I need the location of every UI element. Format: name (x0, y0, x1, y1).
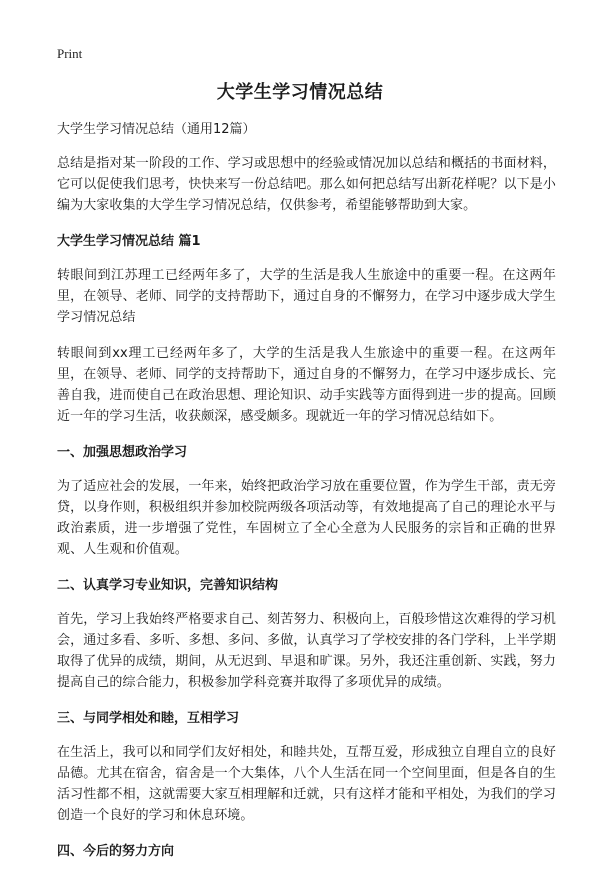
section-1-heading: 一、加强思想政治学习 (57, 445, 188, 460)
section-3-body: 在生活上，我可以和同学们友好相处，和睦共处，互帮互爱，形成独立自理自立的良好品德。尤其在宿舍，宿舍是一个大集体，八个人生活在同一个空间里面，但是各自的生活习性都不相，这就需要大家互相理解和迁就，只有这样才能和平相处，为我们的学习创造一个良好的学习和休息环境。 (57, 745, 556, 823)
paragraph-1: 转眼间到江苏理工已经两年多了，大学的生活是我人生旅途中的重要一程。在这两年里，在领导、老师、同学的支持帮助下，通过自身的不懈努力，在学习中逐步成大学生学习情况总结 (57, 268, 556, 325)
document-subtitle: 大学生学习情况总结（通用12篇） (57, 122, 256, 137)
paragraph-2: 转眼间到xx理工已经两年多了，大学的生活是我人生旅途中的重要一程。在这两年里，在领导、老师、同学的支持帮助下，通过自身的不懈努力，在学习中逐步成长、完善自我，进而使自己在政治思想、理论知识、动手实践等方面得到进一步的提高。回顾近一年的学习生活，收获颇深，感受颇多。现就近一年的学习情况总结如下。 (57, 346, 556, 424)
section-2-heading: 二、认真学习专业知识，完善知识结构 (57, 578, 279, 593)
section-1-body: 为了适应社会的发展，一年来，始终把政治学习放在重要位置，作为学生干部，责无旁贷，以身作则，积极组织并参加校院两级各项活动等，有效地提高了自己的理论水平与政治素质，进一步增强了党性，车固树立了全心全意为人民服务的宗旨和正确的世界观、人生观和价值观。 (57, 479, 556, 557)
document-content (57, 119, 556, 875)
page-title: 大学生学习情况总结 (216, 82, 384, 103)
section-3-heading: 三、与同学相处和睦，互相学习 (57, 711, 240, 726)
section-2-body: 首先，学习上我始终严格要求自己、刻苦努力、积极向上，百般珍惜这次难得的学习机会，通过多看、多听、多想、多问、多做，认真学习了学校安排的各门学科，上半学期取得了优异的成绩，期间，从无迟到、早退和旷课。另外，我还注重创新、实践，努力提高自己的综合能力，积极参加学科竞赛并取得了多项优异的成绩。 (57, 612, 556, 690)
print-link[interactable]: Print (57, 46, 83, 61)
section-4-heading: 四、今后的努力方向 (57, 844, 175, 859)
intro-paragraph: 总结是指对某一阶段的工作、学习或思想中的经验或情况加以总结和概括的书面材料，它可以促使我们思考，快快来写一份总结吧。那么如何把总结写出新花样呢？以下是小编为大家收集的大学生学习情况总结，仅供参考，希望能够帮助到大家。 (57, 156, 556, 213)
article-heading: 大学生学习情况总结 篇1 (57, 234, 201, 249)
